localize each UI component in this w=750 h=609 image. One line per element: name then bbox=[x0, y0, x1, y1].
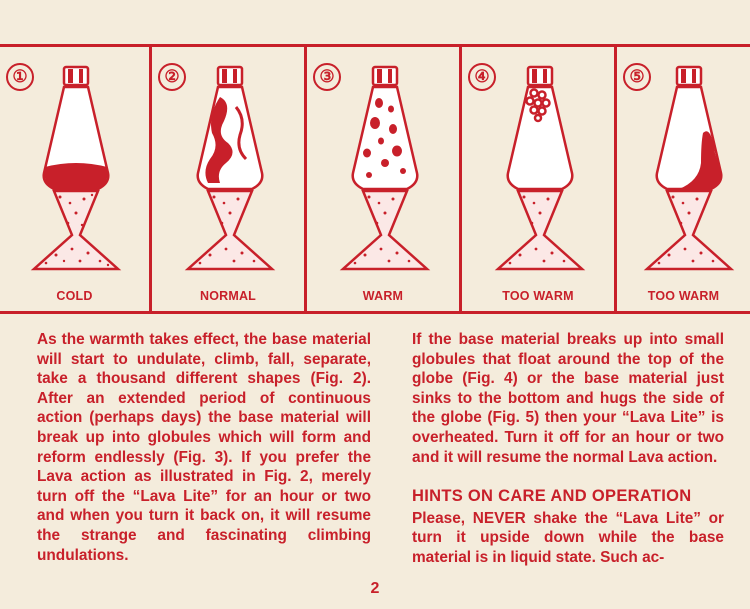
figure-number-5: ⑤ bbox=[623, 63, 651, 91]
figure-caption-5: TOO WARM bbox=[647, 289, 720, 303]
figure-panel-2 bbox=[152, 47, 307, 311]
figure-caption-4: TOO WARM bbox=[502, 289, 574, 303]
figure-number-1: ① bbox=[6, 63, 34, 91]
right-paragraph: If the base material breaks up into small globules that float around the top of the globe (Fig. 4) or the base material just sinks to the bottom and hugs the side of the globe (Fig. 5) then your “Lava Lite” is overheated. Turn it off for an hour or two and it will resume the normal Lava action. bbox=[412, 331, 724, 466]
figure-number-3: ③ bbox=[313, 63, 341, 91]
figure-caption-2: NORMAL bbox=[199, 289, 257, 303]
lava-lamp-overheated-icon bbox=[639, 63, 739, 283]
left-text-column bbox=[37, 330, 371, 565]
right-text-column bbox=[412, 330, 724, 568]
lava-lamp-warm-icon bbox=[335, 63, 435, 283]
figure-caption-3: WARM bbox=[362, 289, 404, 303]
right-paragraph-2: Please, NEVER shake the “Lava Lite” or turn it upside down while the base material is in liquid state. Such ac- bbox=[412, 509, 724, 566]
section-heading: HINTS ON CARE AND OPERATION bbox=[412, 487, 692, 506]
figure-number-4: ④ bbox=[468, 63, 496, 91]
figure-caption-1: COLD bbox=[56, 289, 93, 303]
figure-panel-5 bbox=[617, 47, 750, 311]
lava-lamp-normal-icon bbox=[180, 63, 280, 283]
figure-panel-1 bbox=[0, 47, 152, 311]
lava-lamp-cold-icon bbox=[26, 63, 126, 283]
figure-number-2: ② bbox=[158, 63, 186, 91]
left-paragraph: As the warmth takes effect, the base material will start to undulate, climb, fall, separate, take a thousand different shapes (Fig. 2). After an extended period of continuous action (perhaps days) the base material will break up into globules which will form and reform endlessly (Fig. 3). If you prefer the Lava action as illustrated in Fig. 2, merely turn off the “Lava Lite” for an hour or two and when you turn it back on, it will resume the strange and fascinating climbing undulations. bbox=[37, 331, 371, 564]
page-number: 2 bbox=[370, 580, 380, 597]
figure-strip bbox=[0, 44, 750, 314]
lava-lamp-too-warm-icon bbox=[490, 63, 590, 283]
figure-panel-3 bbox=[307, 47, 462, 311]
figure-panel-4 bbox=[462, 47, 617, 311]
